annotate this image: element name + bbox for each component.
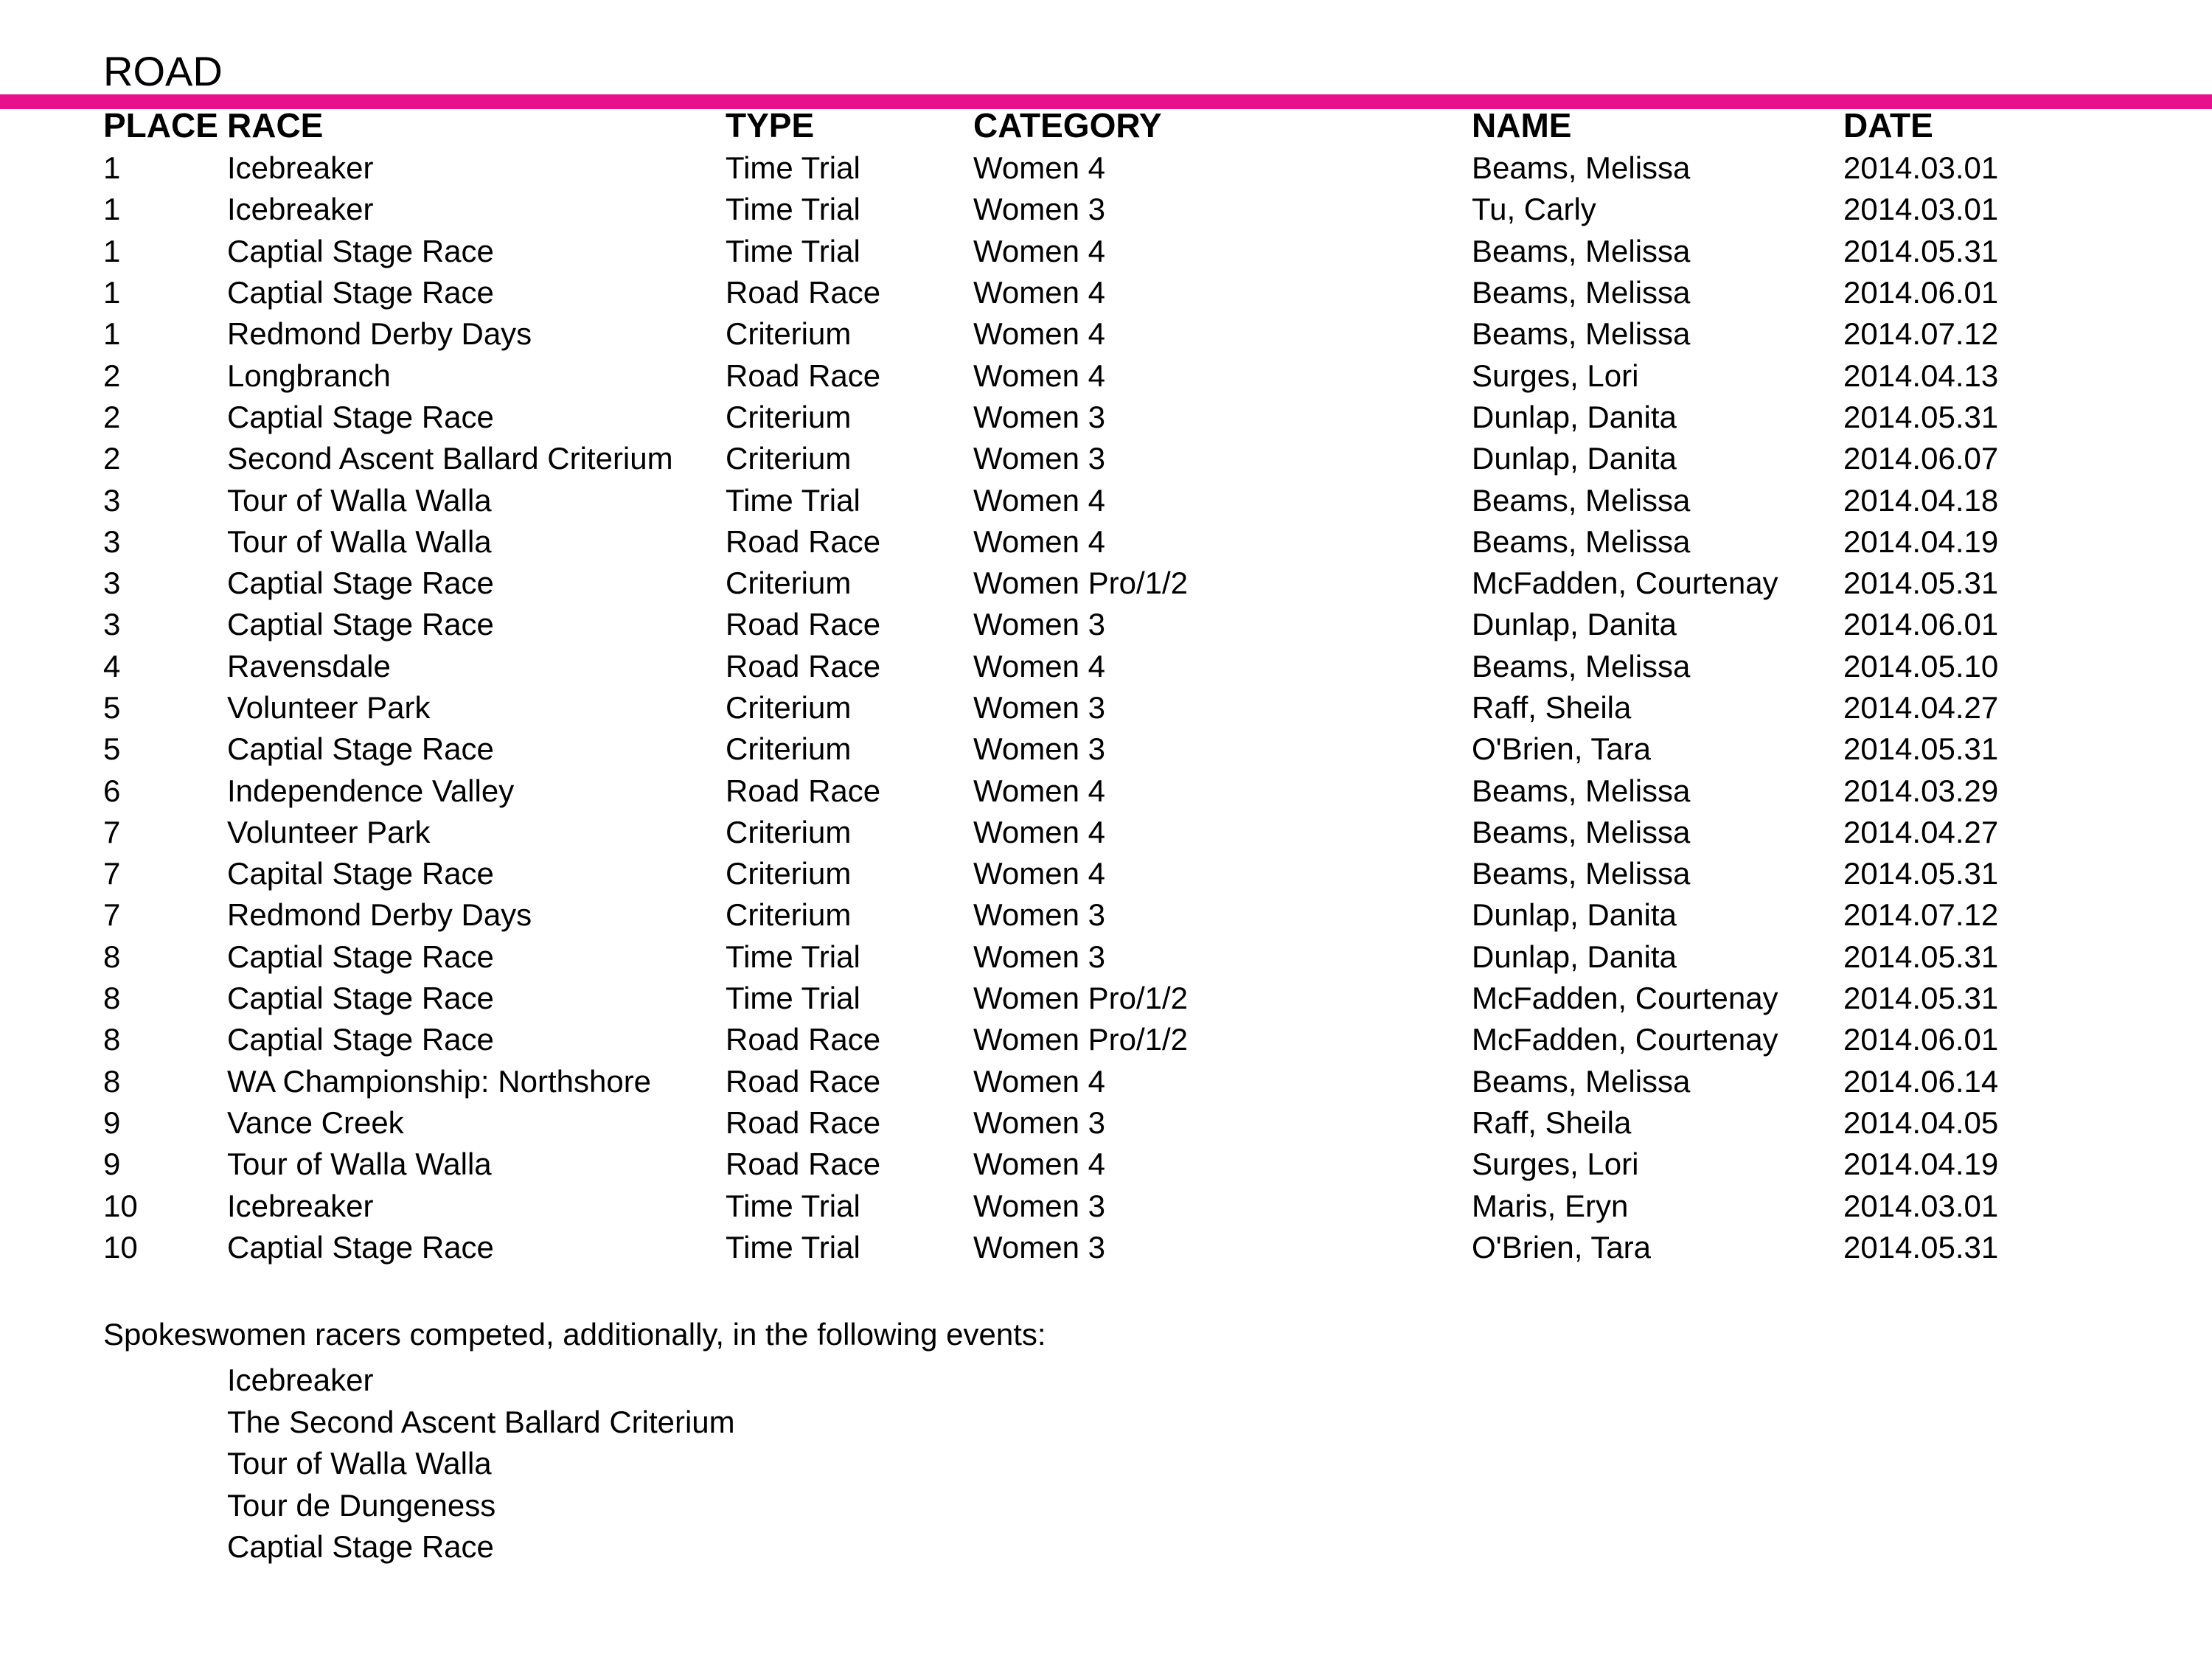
cell-name: Dunlap, Danita — [1472, 607, 1677, 642]
cell-place: 9 — [103, 1147, 121, 1182]
cell-name: Beams, Melissa — [1472, 648, 1691, 684]
cell-type: Time Trial — [726, 233, 860, 268]
cell-category: Women 4 — [973, 856, 1105, 891]
cell-race: Tour of Walla Walla — [227, 482, 492, 518]
cell-race: Longbranch — [227, 358, 391, 393]
cell-name: Surges, Lori — [1472, 358, 1639, 393]
table-row — [103, 1019, 2168, 1060]
header-type: TYPE — [726, 106, 815, 145]
cell-place: 10 — [103, 1229, 138, 1265]
cell-name: Beams, Melissa — [1472, 1063, 1691, 1099]
cell-category: Women 4 — [973, 358, 1105, 393]
table-row — [103, 438, 2168, 479]
cell-type: Time Trial — [726, 192, 860, 227]
cell-date: 2014.06.01 — [1843, 275, 1999, 310]
list-item: Icebreaker — [227, 1363, 374, 1397]
cell-name: Tu, Carly — [1472, 192, 1596, 227]
cell-name: McFadden, Courtenay — [1472, 1022, 1778, 1057]
cell-date: 2014.04.27 — [1843, 814, 1999, 849]
table-row — [103, 355, 2168, 396]
cell-place: 7 — [103, 856, 121, 891]
table-row — [103, 313, 2168, 355]
cell-place: 7 — [103, 897, 121, 933]
cell-type: Time Trial — [726, 1188, 860, 1223]
cell-date: 2014.03.01 — [1843, 192, 1999, 227]
cell-name: McFadden, Courtenay — [1472, 981, 1778, 1016]
cell-date: 2014.04.05 — [1843, 1105, 1999, 1140]
cell-race: Redmond Derby Days — [227, 316, 532, 352]
cell-category: Women 4 — [973, 814, 1105, 849]
cell-date: 2014.03.29 — [1843, 773, 1999, 808]
cell-race: Captial Stage Race — [227, 233, 494, 268]
cell-category: Women 4 — [973, 233, 1105, 268]
cell-category: Women 4 — [973, 773, 1105, 808]
cell-place: 3 — [103, 482, 121, 518]
table-row — [103, 894, 2168, 936]
cell-category: Women Pro/1/2 — [973, 1022, 1189, 1057]
table-row — [103, 231, 2168, 272]
cell-date: 2014.07.12 — [1843, 897, 1999, 933]
table-row — [103, 272, 2168, 313]
cell-race: Ravensdale — [227, 648, 391, 684]
cell-category: Women 3 — [973, 1188, 1105, 1223]
cell-name: Raff, Sheila — [1472, 690, 1632, 725]
cell-type: Criterium — [726, 566, 852, 601]
cell-name: Dunlap, Danita — [1472, 897, 1677, 933]
cell-date: 2014.05.31 — [1843, 1229, 1999, 1265]
table-row — [103, 812, 2168, 853]
cell-place: 8 — [103, 1022, 121, 1057]
cell-date: 2014.06.14 — [1843, 1063, 1999, 1099]
cell-race: Independence Valley — [227, 773, 515, 808]
table-row — [103, 1227, 2168, 1268]
cell-place: 1 — [103, 192, 121, 227]
cell-place: 8 — [103, 939, 121, 974]
cell-category: Women 3 — [973, 690, 1105, 725]
cell-date: 2014.05.31 — [1843, 731, 1999, 767]
cell-race: Icebreaker — [227, 150, 374, 186]
cell-name: Beams, Melissa — [1472, 773, 1691, 808]
table-row — [103, 521, 2168, 563]
cell-race: Captial Stage Race — [227, 566, 494, 601]
cell-category: Women 3 — [973, 897, 1105, 933]
cell-name: O'Brien, Tara — [1472, 731, 1652, 767]
header-category: CATEGORY — [973, 106, 1162, 145]
cell-place: 2 — [103, 358, 121, 393]
table-row — [103, 770, 2168, 811]
cell-date: 2014.04.19 — [1843, 1147, 1999, 1182]
cell-race: Captial Stage Race — [227, 1229, 494, 1265]
cell-date: 2014.06.01 — [1843, 1022, 1999, 1057]
header-row — [103, 103, 2168, 147]
cell-category: Women 4 — [973, 482, 1105, 518]
cell-category: Women 3 — [973, 731, 1105, 767]
cell-date: 2014.04.13 — [1843, 358, 1999, 393]
table-row — [103, 1102, 2168, 1144]
cell-category: Women 4 — [973, 1063, 1105, 1099]
cell-category: Women 3 — [973, 192, 1105, 227]
cell-category: Women 4 — [973, 275, 1105, 310]
cell-type: Road Race — [726, 1022, 881, 1057]
cell-name: Dunlap, Danita — [1472, 939, 1677, 974]
cell-type: Criterium — [726, 897, 852, 933]
cell-place: 5 — [103, 731, 121, 767]
cell-type: Road Race — [726, 358, 881, 393]
header-place: PLACE — [103, 106, 218, 145]
cell-race: Captial Stage Race — [227, 981, 494, 1016]
cell-race: Captial Stage Race — [227, 399, 494, 434]
cell-place: 7 — [103, 814, 121, 849]
cell-type: Road Race — [726, 1147, 881, 1182]
cell-type: Road Race — [726, 773, 881, 808]
table-row — [103, 479, 2168, 521]
cell-type: Time Trial — [726, 150, 860, 186]
cell-race: Icebreaker — [227, 192, 374, 227]
cell-place: 8 — [103, 1063, 121, 1099]
cell-type: Criterium — [726, 856, 852, 891]
cell-name: Dunlap, Danita — [1472, 441, 1677, 476]
table-row — [103, 728, 2168, 770]
cell-category: Women Pro/1/2 — [973, 566, 1189, 601]
header-name: NAME — [1472, 106, 1572, 145]
cell-date: 2014.06.07 — [1843, 441, 1999, 476]
cell-race: Captial Stage Race — [227, 607, 494, 642]
table-row — [103, 853, 2168, 894]
cell-type: Road Race — [726, 648, 881, 684]
cell-name: Beams, Melissa — [1472, 316, 1691, 352]
list-item: Tour de Dungeness — [227, 1487, 496, 1523]
cell-date: 2014.03.01 — [1843, 1188, 1999, 1223]
table-row — [103, 936, 2168, 978]
table-row — [103, 604, 2168, 645]
table-row — [103, 1144, 2168, 1185]
cell-place: 2 — [103, 441, 121, 476]
header-race: RACE — [227, 106, 324, 145]
cell-date: 2014.03.01 — [1843, 150, 1999, 186]
cell-name: McFadden, Courtenay — [1472, 566, 1778, 601]
cell-race: Captial Stage Race — [227, 731, 494, 767]
cell-name: O'Brien, Tara — [1472, 1229, 1652, 1265]
cell-date: 2014.05.10 — [1843, 648, 1999, 684]
cell-race: Tour of Walla Walla — [227, 1147, 492, 1182]
cell-category: Women 4 — [973, 150, 1105, 186]
cell-race: Volunteer Park — [227, 814, 431, 849]
additional-events-list — [227, 1360, 735, 1568]
cell-type: Criterium — [726, 731, 852, 767]
cell-date: 2014.05.31 — [1843, 981, 1999, 1016]
list-item: The Second Ascent Ballard Criterium — [227, 1404, 735, 1439]
cell-date: 2014.05.31 — [1843, 566, 1999, 601]
cell-date: 2014.06.01 — [1843, 607, 1999, 642]
cell-date: 2014.04.19 — [1843, 524, 1999, 559]
cell-name: Maris, Eryn — [1472, 1188, 1629, 1223]
cell-place: 3 — [103, 524, 121, 559]
cell-name: Beams, Melissa — [1472, 856, 1691, 891]
cell-date: 2014.05.31 — [1843, 939, 1999, 974]
cell-category: Women 3 — [973, 607, 1105, 642]
cell-type: Criterium — [726, 814, 852, 849]
cell-name: Beams, Melissa — [1472, 524, 1691, 559]
cell-race: Capital Stage Race — [227, 856, 494, 891]
cell-name: Beams, Melissa — [1472, 814, 1691, 849]
table-row — [103, 1185, 2168, 1226]
table-row — [103, 1061, 2168, 1102]
cell-category: Women 4 — [973, 1147, 1105, 1182]
cell-race: WA Championship: Northshore — [227, 1063, 652, 1099]
cell-category: Women 3 — [973, 1105, 1105, 1140]
cell-category: Women 3 — [973, 1229, 1105, 1265]
cell-date: 2014.05.31 — [1843, 233, 1999, 268]
header-date: DATE — [1843, 106, 1933, 145]
additional-events-intro: Spokeswomen racers competed, additionally, in the following events: — [103, 1317, 1046, 1352]
table-row — [103, 189, 2168, 230]
cell-type: Time Trial — [726, 1229, 860, 1265]
cell-date: 2014.04.18 — [1843, 482, 1999, 518]
cell-place: 1 — [103, 150, 121, 186]
cell-place: 2 — [103, 399, 121, 434]
cell-type: Criterium — [726, 690, 852, 725]
table-row — [103, 646, 2168, 687]
cell-place: 10 — [103, 1188, 138, 1223]
cell-name: Beams, Melissa — [1472, 275, 1691, 310]
cell-category: Women 3 — [973, 939, 1105, 974]
cell-place: 3 — [103, 607, 121, 642]
cell-race: Captial Stage Race — [227, 1022, 494, 1057]
cell-type: Road Race — [726, 1105, 881, 1140]
cell-race: Vance Creek — [227, 1105, 404, 1140]
table-row — [103, 687, 2168, 728]
cell-race: Volunteer Park — [227, 690, 431, 725]
results-body — [103, 147, 2168, 1268]
cell-race: Captial Stage Race — [227, 939, 494, 974]
cell-type: Criterium — [726, 316, 852, 352]
cell-type: Road Race — [726, 275, 881, 310]
cell-type: Road Race — [726, 524, 881, 559]
cell-race: Tour of Walla Walla — [227, 524, 492, 559]
results-header — [103, 103, 2168, 147]
table-row — [103, 397, 2168, 438]
cell-type: Criterium — [726, 399, 852, 434]
cell-category: Women 4 — [973, 316, 1105, 352]
cell-race: Icebreaker — [227, 1188, 374, 1223]
cell-type: Road Race — [726, 1063, 881, 1099]
table-row — [103, 978, 2168, 1019]
cell-category: Women 4 — [973, 648, 1105, 684]
list-item: Captial Stage Race — [227, 1529, 494, 1564]
cell-date: 2014.05.31 — [1843, 399, 1999, 434]
cell-place: 8 — [103, 981, 121, 1016]
cell-place: 4 — [103, 648, 121, 684]
cell-place: 1 — [103, 233, 121, 268]
cell-type: Criterium — [726, 441, 852, 476]
cell-race: Captial Stage Race — [227, 275, 494, 310]
cell-category: Women 3 — [973, 399, 1105, 434]
cell-name: Beams, Melissa — [1472, 233, 1691, 268]
cell-place: 3 — [103, 566, 121, 601]
cell-type: Time Trial — [726, 482, 860, 518]
cell-race: Second Ascent Ballard Criterium — [227, 441, 673, 476]
cell-name: Beams, Melissa — [1472, 482, 1691, 518]
cell-place: 6 — [103, 773, 121, 808]
cell-date: 2014.05.31 — [1843, 856, 1999, 891]
cell-type: Road Race — [726, 607, 881, 642]
cell-type: Time Trial — [726, 939, 860, 974]
cell-place: 5 — [103, 690, 121, 725]
cell-place: 1 — [103, 275, 121, 310]
cell-category: Women 3 — [973, 441, 1105, 476]
table-row — [103, 563, 2168, 604]
list-item: Tour of Walla Walla — [227, 1446, 492, 1481]
cell-date: 2014.07.12 — [1843, 316, 1999, 352]
cell-date: 2014.04.27 — [1843, 690, 1999, 725]
cell-place: 9 — [103, 1105, 121, 1140]
cell-name: Dunlap, Danita — [1472, 399, 1677, 434]
cell-type: Time Trial — [726, 981, 860, 1016]
cell-name: Raff, Sheila — [1472, 1105, 1632, 1140]
cell-name: Beams, Melissa — [1472, 150, 1691, 186]
cell-race: Redmond Derby Days — [227, 897, 532, 933]
cell-category: Women Pro/1/2 — [973, 981, 1189, 1016]
cell-place: 1 — [103, 316, 121, 352]
section-title: ROAD — [103, 48, 223, 94]
table-row — [103, 147, 2168, 189]
cell-name: Surges, Lori — [1472, 1147, 1639, 1182]
results-table — [103, 103, 2168, 1268]
cell-category: Women 4 — [973, 524, 1105, 559]
